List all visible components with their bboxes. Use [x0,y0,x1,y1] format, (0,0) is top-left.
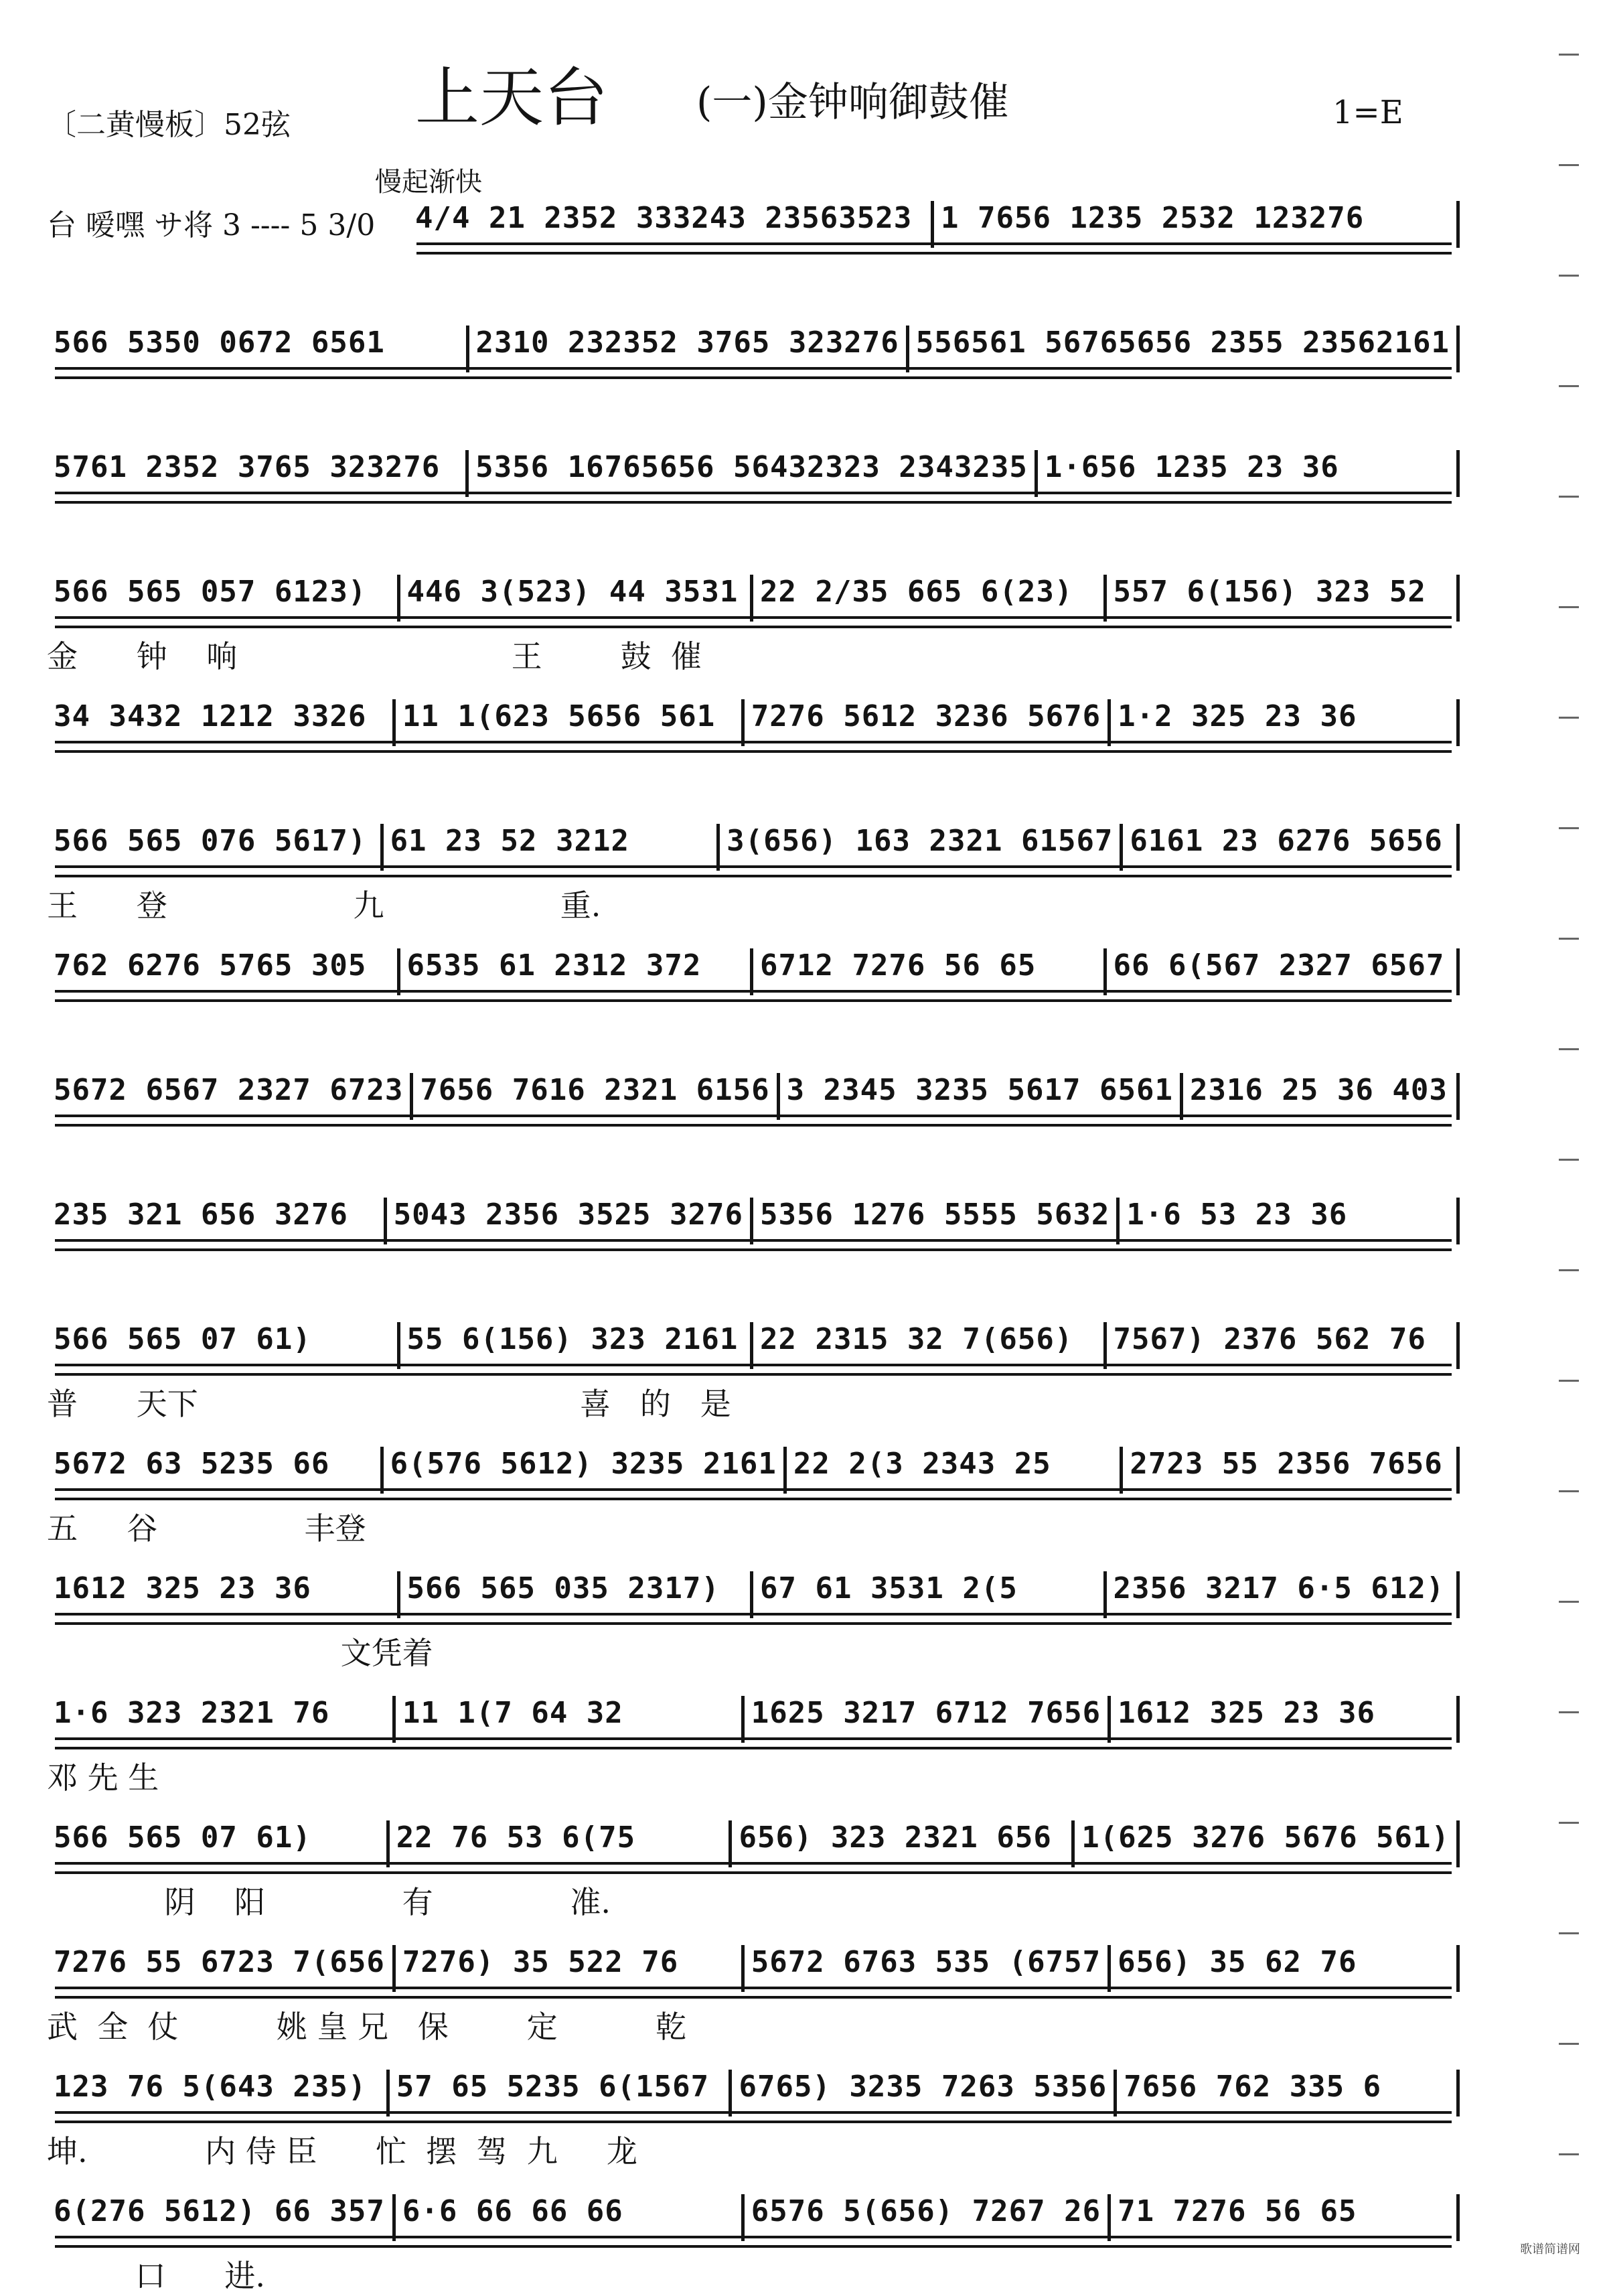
mode-label: 〔二黄慢板〕52弦 [47,108,291,142]
measure: 556561 56765656 2355 23562161 [909,326,1460,372]
lyric-text: 坤. 内 侍 臣 忙 摆 驾 九 龙 [47,2133,637,2169]
margin-tick [1559,827,1579,829]
beam-underline [55,492,1452,504]
beam-underline [55,1987,1452,1999]
measure: 66 6(567 2327 6567 [1107,948,1460,995]
measure: 566 565 07 61) [47,1322,400,1369]
measure: 5043 2356 3525 3276 [387,1198,753,1244]
beam-underline [55,1239,1452,1251]
score-line [47,1322,1460,1422]
score-line [47,948,1460,1042]
measure: 6765) 3235 7263 5356 [732,2070,1117,2116]
measure: 7656 7616 2321 6156 [413,1073,779,1120]
measure: 5356 1276 5555 5632 [753,1198,1120,1244]
beam-underline [55,1364,1452,1376]
lyric-text: 武 全 仗 姚 皇 兄 保 定 乾 [47,2009,687,2045]
measure-group [47,1322,1460,1369]
measure-group [47,1945,1460,1992]
measure: 6·6 66 66 66 [396,2194,745,2241]
measure: 2356 3217 6·5 612) [1107,1571,1460,1618]
measure: 6(576 5612) 3235 2161 [384,1447,787,1494]
measure: 4/4 21 2352 333243 23563523 [408,201,934,248]
lyric-text: 王 登 九 重. [47,887,601,924]
lyric-text: 邓 先 生 [47,1760,159,1796]
beam-underline [55,1737,1452,1749]
measure: 57 65 5235 6(1567 [390,2070,733,2116]
measure: 1·2 325 23 36 [1111,699,1460,746]
score-line [47,1945,1460,2045]
measure: 656) 35 62 76 [1111,1945,1460,1992]
score-line [47,824,1460,924]
lyric-text: 阴 阳 有 准. [47,1884,611,1920]
measure: 1·6 323 2321 76 [47,1696,396,1743]
measure: 5672 6567 2327 6723 [47,1073,413,1120]
measure: 22 2/35 665 6(23) [753,575,1107,622]
measure: 61 23 52 3212 [384,824,720,871]
measure-group [47,948,1460,995]
margin-tick [1559,1048,1579,1050]
beam-underline [55,616,1452,628]
lyric-text: 文凭着 [47,1635,433,1671]
measure: 566 5350 0672 6561 [47,326,469,372]
measure: 11 1(7 64 32 [396,1696,745,1743]
beam-underline [55,741,1452,753]
measure: 557 6(156) 323 52 [1107,575,1460,622]
key-signature: 1=E [1332,94,1403,131]
measure: 566 565 076 5617) [47,824,384,871]
measure: 1·6 53 23 36 [1120,1198,1460,1244]
measure-group [47,575,1460,622]
margin-tick [1559,1380,1579,1382]
lyric-text: 口 进. [47,2258,265,2294]
measure: 3 2345 3235 5617 6561 [780,1073,1183,1120]
measure: 1625 3217 6712 7656 [745,1696,1111,1743]
measure: 566 565 07 61) [47,1820,390,1867]
measure-group [47,2194,1460,2241]
measure-group [47,1571,1460,1618]
measure: 5672 6763 535 (6757 [745,1945,1111,1992]
measure: 566 565 035 2317) [400,1571,754,1618]
measure: 22 76 53 6(75 [390,1820,733,1867]
measure: 1612 325 23 36 [1111,1696,1460,1743]
measure: 67 61 3531 2(5 [753,1571,1107,1618]
score-line [47,1447,1460,1547]
beam-underline [55,1115,1452,1127]
measure: 6712 7276 56 65 [753,948,1107,995]
score-line [47,2070,1460,2169]
score-line [47,1696,1460,1796]
beam-underline [55,1613,1452,1625]
measure: 7276 55 6723 7(656 [47,1945,396,1992]
measure: 6535 61 2312 372 [400,948,754,995]
measure-group [47,450,1460,497]
margin-tick [1559,1822,1579,1824]
score-line [47,1820,1460,1920]
measure: 6(276 5612) 66 357 [47,2194,396,2241]
measure: 235 321 656 3276 [47,1198,387,1244]
score-line [47,1073,1460,1167]
measure: 1(625 3276 5676 561) [1075,1820,1460,1867]
margin-tick [1559,938,1579,940]
measure-group [47,1073,1460,1120]
margin-tick [1559,385,1579,387]
measure-group [408,201,1460,248]
measure-group [47,1820,1460,1867]
beam-underline [55,367,1452,379]
measure: 6161 23 6276 5656 [1123,824,1460,871]
margin-tick [1559,1932,1579,1934]
beam-underline [55,1488,1452,1500]
margin-tick [1559,1711,1579,1713]
measure: 7567) 2376 562 76 [1107,1322,1460,1369]
measure-group [47,1447,1460,1494]
measure: 1·656 1235 23 36 [1038,450,1460,497]
lyric-text: 五 谷 丰登 [47,1510,366,1547]
measure: 5672 63 5235 66 [47,1447,384,1494]
beam-underline [55,2111,1452,2123]
lyric-text: 金 钟 响 王 鼓 催 [47,638,702,674]
measure: 22 2315 32 7(656) [753,1322,1107,1369]
margin-tick [1559,717,1579,719]
measure: 22 2(3 2343 25 [787,1447,1124,1494]
page-subtitle: (一)金钟响御鼓催 [696,79,1009,126]
measure-group [47,824,1460,871]
measure: 11 1(623 5656 561 [396,699,745,746]
beam-underline [416,242,1452,255]
measure: 6576 5(656) 7267 26 [745,2194,1111,2241]
margin-tick [1559,1601,1579,1603]
measure: 5761 2352 3765 323276 [47,450,469,497]
measure: 123 76 5(643 235) [47,2070,390,2116]
margin-tick [1559,496,1579,498]
margin-tick [1559,275,1579,277]
measure: 5356 16765656 56432323 2343235 [469,450,1038,497]
page-title: 上天台 [415,60,608,135]
measure: 71 7276 56 65 [1111,2194,1460,2241]
measure: 7276 5612 3236 5676 [745,699,1111,746]
beam-underline [55,990,1452,1002]
measure-group [47,326,1460,372]
measure: 2316 25 36 403 [1183,1073,1460,1120]
measure: 1 7656 1235 2532 123276 [934,201,1460,248]
beam-underline [55,1862,1452,1874]
margin-ticks [1559,0,1586,2261]
score-line [47,1198,1460,1291]
score-line [47,1571,1460,1671]
margin-tick [1559,164,1579,166]
margin-tick [1559,2153,1579,2155]
measure: 446 3(523) 44 3531 [400,575,754,622]
score-line [408,201,1460,295]
footer-watermark: 歌谱简谱网 [1520,2242,1580,2256]
margin-tick [1559,2043,1579,2045]
measure-group [47,699,1460,746]
measure-group [47,2070,1460,2116]
margin-tick [1559,1269,1579,1271]
measure-group [47,1696,1460,1743]
measure: 762 6276 5765 305 [47,948,400,995]
margin-tick [1559,1159,1579,1161]
beam-underline [55,2236,1452,2248]
margin-tick [1559,1490,1579,1492]
score-line [47,450,1460,544]
measure: 7656 762 335 6 [1117,2070,1460,2116]
score-line [47,575,1460,674]
measure: 656) 323 2321 656 [732,1820,1075,1867]
measure: 566 565 057 6123) [47,575,400,622]
measure: 1612 325 23 36 [47,1571,400,1618]
measure: 7276) 35 522 76 [396,1945,745,1992]
measure: 3(656) 163 2321 61567 [720,824,1123,871]
lyric-text: 普 天下 喜 的 是 [47,1386,731,1422]
beam-underline [55,865,1452,877]
measure: 55 6(156) 323 2161 [400,1322,754,1369]
measure: 2310 232352 3765 323276 [469,326,909,372]
margin-tick [1559,54,1579,56]
margin-tick [1559,606,1579,608]
score-line [47,326,1460,419]
measure: 34 3432 1212 3326 [47,699,396,746]
measure-group [47,1198,1460,1244]
score-line [47,699,1460,793]
tempo-note: 慢起渐快 [375,167,482,198]
score-line [47,2194,1460,2294]
pickup-phrase: 台 嗳嘿 サ将 3 ---- 5 3/0 [47,208,376,242]
measure: 2723 55 2356 7656 [1123,1447,1460,1494]
